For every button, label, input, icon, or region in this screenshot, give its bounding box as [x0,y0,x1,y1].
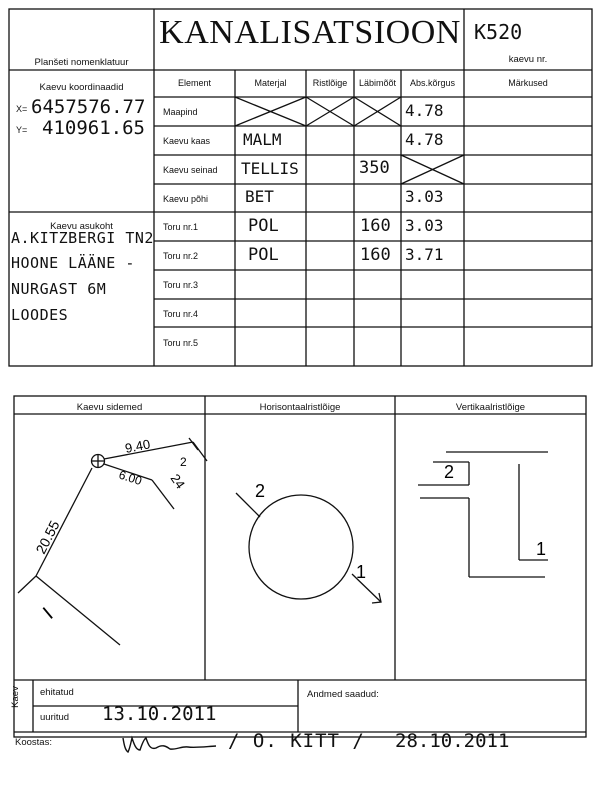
row-material: BET [245,187,274,206]
row-element: Maapind [163,107,198,117]
pipe-label-2: 2 [255,481,266,501]
row-element: Kaevu põhi [163,194,209,204]
links-header: Kaevu sidemed [76,402,143,413]
author-name: / O. KITT / [228,730,365,752]
row-diameter: 160 [360,245,391,265]
coord-x-value: 6457576.77 [31,96,146,118]
sketch-area [0,390,607,750]
well-number-label: kaevu nr. [508,54,548,65]
author-label: Koostas: [15,737,52,748]
coord-x-label: X= [16,104,28,114]
row-material: POL [248,216,279,236]
row-element: Toru nr.2 [163,251,199,261]
location-line-1: A.KITZBERGI TN2 [11,229,154,247]
building-label: I [39,603,58,624]
col-header-element: Element [177,78,212,88]
row-diameter: 160 [360,216,391,236]
location-label: Kaevu asukoht [50,221,113,232]
pipe-label-1: 1 [356,562,367,582]
dim-label: 24 [167,471,189,492]
row-element: Toru nr.1 [163,222,199,232]
col-header-diameter: Läbimõõt [358,78,397,88]
coord-y-value: 410961.65 [42,117,145,139]
pipe-label-1: 1 [536,539,547,559]
row-element: Kaevu kaas [163,136,211,146]
plansheet-label: Planšeti nomenklatuur [34,57,129,68]
dim-label: 6.00 [117,467,144,489]
row-height: 3.71 [405,245,444,264]
coords-label: Kaevu koordinaadid [39,82,124,93]
pipe-label-2: 2 [444,462,455,482]
row-element: Toru nr.5 [163,338,199,348]
measured-label: uuritud [40,712,70,723]
row-material: TELLIS [241,159,299,178]
author-date: 28.10.2011 [395,730,510,752]
well-circle [249,495,353,599]
horizontal-header: Horisontaalristlõige [259,402,341,413]
row-diameter: 350 [359,158,390,178]
row-material: MALM [243,130,282,149]
dim-label: 20.55 [32,517,63,557]
row-height: 3.03 [405,187,444,206]
horizontal-section [236,493,381,603]
page-title: KANALISATSIOON [159,14,461,51]
vertical-header: Vertikaalristlõige [455,402,526,413]
vertical-section [418,452,548,577]
col-header-notes: Märkused [508,78,548,88]
col-header-cross: Ristlõige [312,78,348,88]
row-element: Toru nr.4 [163,309,199,319]
row-height: 4.78 [405,101,444,120]
measured-date: 13.10.2011 [102,703,217,725]
kaev-label: Kaev [10,686,21,708]
data-from-label: Andmed saadud: [307,689,379,700]
col-header-material: Materjal [254,78,287,88]
row-element: Kaevu seinad [163,165,218,175]
col-header-height: Abs.kõrgus [409,78,456,88]
built-label: ehitatud [40,687,74,698]
row-element: Toru nr.3 [163,280,199,290]
row-material: POL [248,245,279,265]
dim-label: 9.40 [123,436,152,456]
location-line-3: NURGAST 6M [11,280,107,298]
author-signature [118,730,228,756]
row-height: 3.03 [405,216,444,235]
dim-label: 2 [180,455,187,469]
well-number: K520 [474,20,523,44]
location-line-2: HOONE LÄÄNE - [11,254,135,272]
row-height: 4.78 [405,130,444,149]
location-line-4: LOODES [11,306,69,324]
coord-y-label: Y= [16,125,28,135]
